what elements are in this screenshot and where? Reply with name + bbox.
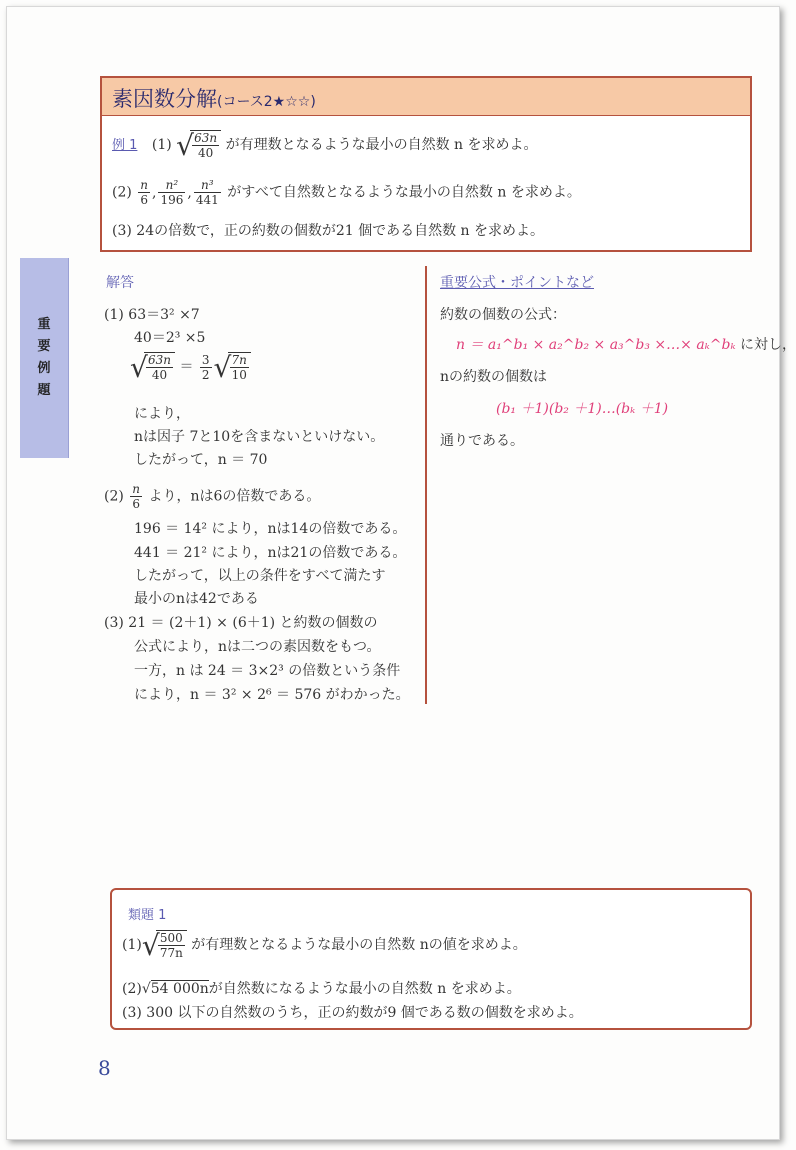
q1-text: が有理数となるような最小の自然数 n を求めよ。 bbox=[225, 137, 538, 153]
practice-label: 類題 1 bbox=[128, 908, 167, 923]
formula-line: nの約数の個数は bbox=[440, 369, 548, 385]
solution-line: したがって，以上の条件をすべて満たす bbox=[134, 568, 386, 584]
frac-num: 500 bbox=[158, 931, 185, 946]
example-q2 bbox=[112, 178, 581, 207]
frac-num: n² bbox=[158, 178, 185, 193]
solution-line: により， bbox=[134, 406, 190, 422]
example-q1 bbox=[112, 130, 538, 160]
practice-q1: (1) √ $\frac{500}{77n}$ が有理数となるような最小の自然数 nの値を求めよ。 bbox=[122, 929, 527, 962]
solution-line: 40＝2³ ×5 bbox=[134, 330, 206, 346]
solution-line: (1) 63＝3² ×7 bbox=[104, 307, 200, 323]
solution-line: 公式により，nは二つの素因数をもつ。 bbox=[134, 639, 381, 655]
example-label: 例 1 bbox=[112, 138, 138, 153]
solution-line: 最小のnは42である bbox=[134, 591, 259, 607]
frac-den: 2 bbox=[201, 367, 210, 382]
q2-prefix: (2) bbox=[112, 184, 132, 201]
side-tab bbox=[20, 258, 69, 458]
frac-num: n bbox=[140, 178, 149, 192]
q1-num: 63n bbox=[194, 131, 218, 145]
frac-den: 6 bbox=[132, 497, 140, 511]
example-q3: (3) 24の倍数で，正の約数の個数が21 個である自然数 n を求めよ。 bbox=[112, 223, 544, 239]
formula-line: 約数の個数の公式： bbox=[440, 307, 566, 323]
practice-q2: (2)√54 000nが自然数になるような最小の自然数 n を求めよ。 bbox=[122, 981, 521, 997]
formula-line: 通りである。 bbox=[440, 433, 524, 449]
p1-text: が有理数となるような最小の自然数 nの値を求めよ。 bbox=[191, 937, 527, 953]
p1-prefix: (1) bbox=[122, 937, 142, 953]
p2-radicand: 54 000n bbox=[150, 981, 209, 997]
q1-sqrt: √ $\frac{63n}{40}$ bbox=[176, 130, 221, 160]
s2-text: より，nは6の倍数である。 bbox=[148, 488, 321, 505]
side-tab-char: 要 bbox=[37, 339, 51, 354]
p2-text: が自然数になるような最小の自然数 n を求めよ。 bbox=[208, 981, 521, 997]
frac-den: 6 bbox=[140, 193, 148, 207]
formula-math: (b₁ ＋1)(b₂ ＋1)…(bₖ ＋1) bbox=[496, 401, 669, 417]
frac-num: n bbox=[132, 482, 141, 496]
q2-fraction bbox=[194, 178, 221, 207]
example-title bbox=[112, 83, 316, 113]
solution-line: により，n ＝ 3² × 2⁶ ＝ 576 がわかった。 bbox=[134, 687, 410, 703]
column-divider bbox=[425, 266, 427, 704]
example-course: (コース2★☆☆) bbox=[217, 94, 316, 110]
solution-heading: 解答 bbox=[106, 275, 134, 291]
page-number: 8 bbox=[98, 1056, 111, 1080]
frac-den: 196 bbox=[160, 193, 184, 207]
p2-prefix: (2) bbox=[122, 981, 142, 997]
solution-line: nは因子 7と10を含まないといけない。 bbox=[134, 429, 385, 445]
equals: ＝ bbox=[179, 359, 194, 375]
q2-text: がすべて自然数となるような最小の自然数 n を求めよ。 bbox=[227, 184, 581, 201]
solution-line: 196 ＝ 14² により，nは14の倍数である。 bbox=[134, 521, 407, 537]
side-tab-text bbox=[20, 314, 68, 402]
frac-num: 63n bbox=[148, 353, 171, 367]
frac-num: 7n bbox=[231, 353, 247, 367]
practice-q3: (3) 300 以下の自然数のうち，正の約数が9 個である数の個数を求めよ。 bbox=[122, 1005, 583, 1021]
formula-heading: 重要公式・ポイントなど bbox=[440, 275, 594, 291]
formula-text: に対し， bbox=[740, 337, 796, 353]
example-box bbox=[100, 76, 752, 252]
formula-math: n ＝ a₁^b₁ × a₂^b₂ × a₃^b₃ ×…× aₖ^bₖ bbox=[456, 337, 736, 353]
q2-fraction bbox=[158, 178, 185, 207]
q1-den: 40 bbox=[198, 146, 214, 160]
solution-line: (3) 21 ＝ (2＋1) × (6＋1) と約数の個数の bbox=[104, 615, 378, 631]
side-tab-char: 重 bbox=[37, 317, 51, 332]
practice-box bbox=[110, 888, 752, 1030]
frac-den: 10 bbox=[231, 368, 247, 382]
solution-sqrt-line: √ $\frac{63n}{40}$ ＝ $\frac{3}{2}$ √ $\frac{7n}{10}$ bbox=[130, 352, 251, 382]
frac-num: n³ bbox=[194, 178, 221, 193]
q2-fraction bbox=[138, 178, 150, 207]
solution-line: 441 ＝ 21² により，nは21の倍数である。 bbox=[134, 545, 407, 561]
s2-prefix: (2) bbox=[104, 488, 124, 505]
side-tab-char: 題 bbox=[37, 383, 51, 398]
frac-den: 40 bbox=[151, 368, 168, 382]
solution-line: したがって，n ＝ 70 bbox=[134, 452, 268, 468]
example-title-bar bbox=[102, 78, 750, 116]
formula-math-line bbox=[456, 334, 796, 354]
frac-den: 441 bbox=[195, 193, 219, 207]
frac-den: 77n bbox=[159, 946, 183, 960]
solution-s2-line bbox=[104, 482, 320, 511]
comma: , bbox=[187, 184, 192, 201]
q2-fractions bbox=[136, 178, 222, 207]
example-title-main: 素因数分解 bbox=[112, 87, 217, 111]
side-tab-char: 例 bbox=[37, 361, 51, 376]
frac-num: 3 bbox=[201, 352, 210, 367]
solution-line: 一方，n は 24 ＝ 3×2³ の倍数という条件 bbox=[134, 663, 401, 679]
q1-prefix: (1) bbox=[151, 137, 172, 153]
comma: , bbox=[152, 184, 157, 201]
